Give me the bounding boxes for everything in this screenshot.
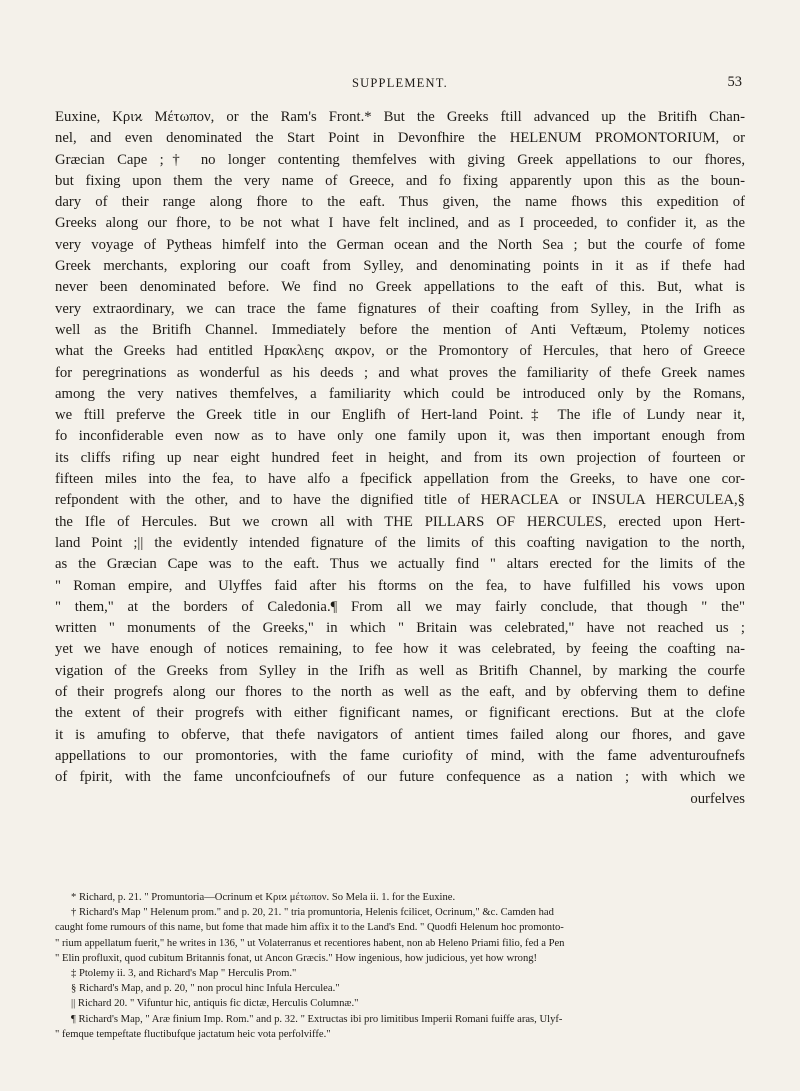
footnote-line: " rium appellatum fuerit," he writes in 136, " ut Volaterranus et recentiores habent, non ab Heleno Priami filio, fed a Pen	[55, 937, 565, 949]
text-line: we ftill preferve the Greek title in our Englifh of Hert-land Point.‡ The ifle of Lundy near it,	[55, 407, 745, 424]
text-line: never been denominated before. We find no Greek appellations to the eaft of this. But, what is	[55, 279, 745, 296]
footnote-line: " femque tempeftate fluctibufque jactatum heic vota perfolviffe."	[55, 1028, 331, 1040]
text-line: among the very natives themfelves, a familiarity which could be introduced only by the Romans,	[55, 385, 745, 402]
footnote-line: ‡ Ptolemy ii. 3, and Richard's Map " Herculis Prom."	[71, 967, 297, 979]
text-line: its cliffs rifing up near eight hundred feet in height, and from its own projection of fourteen or	[55, 449, 745, 466]
text-line: Euxine, Κριϰ Μέτωπον, or the Ram's Front.* But the Greeks ftill advanced up the Britifh Chan-	[55, 109, 745, 125]
text-line: for peregrinations as wonderful as his deeds ; and what proves the familiarity of thefe Greek names	[55, 364, 745, 381]
text-line: well as the Britifh Channel. Immediately before the mention of Anti Veftæum, Ptolemy notices	[55, 321, 745, 338]
text-line: very voyage of Pytheas himfelf into the German ocean and the North Sea ; but the courfe of fome	[55, 236, 745, 253]
footnote-line: † Richard's Map " Helenum prom." and p. 20, 21. " tria promuntoria, Helenis fcilicet, Ocrinum," &c. Camden had	[71, 907, 554, 919]
page-header	[0, 74, 800, 96]
footnote-line: ¶ Richard's Map, " Aræ finium Imp. Rom." and p. 32. " Extructas ibi pro limitibus Imperii Romani fuiffe aras, Ulyf-	[71, 1013, 563, 1025]
text-line: but fixing upon them the very name of Greece, and fo fixing apparently upon this as the boun-	[55, 172, 745, 189]
text-line: dary of their range along fhore to the eaft. Thus given, the name fhows this expedition of	[55, 194, 745, 211]
text-line: " Roman empire, and Ulyffes faid after his ftorms on the fea, to have fulfilled his vows upon	[55, 577, 745, 594]
text-line: refpondent with the other, and to have the dignified title of HERACLEA or INSULA HERCULEA,§	[55, 492, 745, 509]
text-line: of their progrefs along our fhores to the north as well as the eaft, and by obferving them to define	[55, 684, 745, 701]
text-line: as the Græcian Cape was to the eaft. Thus we actually find " altars erected for the limits of the	[55, 556, 745, 573]
footnote-line: caught fome rumours of this name, but fome that made him affix it to the Land's End. " Quodfi Helenum hoc promonto-	[55, 922, 564, 934]
text-line: land Point ;|| the evidently intended fignature of the limits of this coafting navigation to the north,	[55, 534, 745, 551]
text-line: nel, and even denominated the Start Point in Devonfhire the HELENUM PROMONTORIUM, or	[55, 130, 745, 147]
text-line: vigation of the Greeks from Sylley in the Irifh as well as Britifh Channel, by marking the courfe	[55, 662, 745, 679]
text-line: Græcian Cape ;† no longer contenting themfelves with giving Greek appellations to our fhores,	[55, 151, 745, 168]
footnote-line: * Richard, p. 21. " Promuntoria—Ocrinum et Κριϰ μέτωπον. So Mela ii. 1. for the Euxine.	[71, 892, 456, 903]
main-text	[55, 107, 745, 810]
catchword: ourfelves	[690, 790, 745, 807]
text-line: Greek merchants, exploring our coaft from Sylley, and denominating points in it as if thefe had	[55, 258, 745, 275]
text-line: the extent of their progrefs with either fignificant names, or fignificant erections. But at the clofe	[55, 705, 745, 722]
footnote-line: " Elin profluxit, quod cubitum Britannis fonat, ut Ancon Græcis." How ingenious, how judicious, yet how wrong!	[55, 952, 538, 964]
page-number: 53	[727, 74, 742, 90]
text-line: fo inconfiderable even now as to have only one family upon it, was then important enough from	[55, 428, 745, 445]
text-line: what the Greeks had entitled Ηρακλεης ακρον, or the Promontory of Hercules, that hero of Greece	[55, 343, 745, 360]
text-line: fifteen miles into the fea, to have alfo a fpecifick appellation from the Greeks, to have one cor-	[55, 471, 745, 488]
text-line: very extraordinary, we can trace the fame fignatures of their coafting from Sylley, in the Irifh as	[55, 300, 745, 317]
footnotes	[55, 890, 750, 1042]
text-line: Greeks along our fhore, to be not what I have felt inclined, and as I proceeded, to confider it, as the	[55, 215, 745, 232]
text-line: the Ifle of Hercules. But we crown all with THE PILLARS OF HERCULES, erected upon Hert-	[55, 513, 745, 530]
text-line: yet we have enough of notices remaining, to fee how it was celebrated, by feeing the coafting na-	[55, 641, 745, 658]
text-line: of fpirit, with the fame unconfcioufnefs of our future confequence as a nation ; with which we	[55, 769, 745, 786]
text-line: " them," at the borders of Caledonia.¶ From all we may fairly conclude, that though " the"	[55, 598, 745, 615]
text-line: it is amufing to obferve, that thefe navigators of antient times failed along our fhores, and gave	[55, 726, 745, 743]
text-line: appellations to our promontories, with the fame curiofity of mind, with the fame adventuroufnefs	[55, 747, 745, 764]
running-title: SUPPLEMENT.	[352, 76, 448, 90]
text-line: written " monuments of the Greeks," in which " Britain was celebrated," have not reached us ;	[55, 620, 745, 637]
footnote-line: § Richard's Map, and p. 20, " non procul hinc Infula Herculea."	[71, 983, 340, 995]
footnote-line: || Richard 20. " Vifuntur hic, antiquis fic dictæ, Herculis Columnæ."	[71, 998, 359, 1010]
